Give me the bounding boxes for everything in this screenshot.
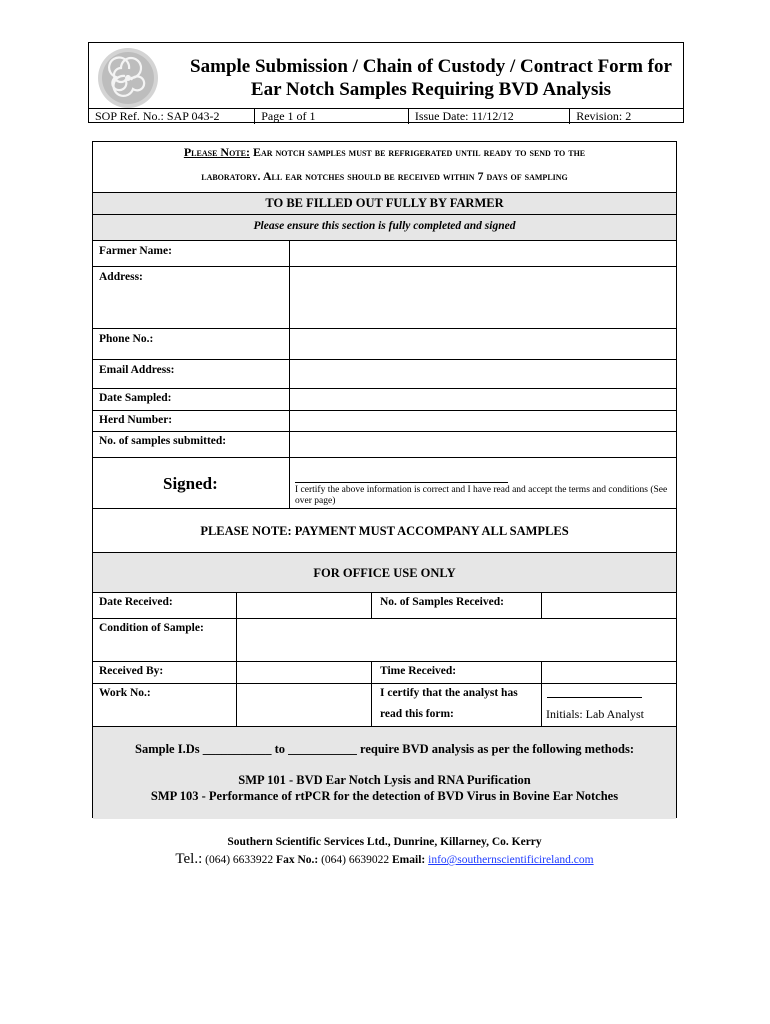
page-number: Page 1 of 1 [255,109,409,124]
method-smp101: SMP 101 - BVD Ear Notch Lysis and RNA Purification [238,773,531,787]
form-title [181,55,681,101]
company-logo [97,47,159,109]
farmer-section-heading [93,192,676,215]
notice-line-1: Ear notch samples must be refrigerated until ready to send to the [252,145,586,159]
address-label: Address: [99,271,143,283]
email-field[interactable] [289,360,676,388]
email-label: Email: [392,854,426,866]
farmer-name-field[interactable] [289,241,676,266]
received-by-row [93,661,676,684]
payment-note: PLEASE NOTE: PAYMENT MUST ACCOMPANY ALL SAMPLES [200,524,569,538]
herd-number-label: Herd Number: [99,414,173,426]
work-no-label: Work No.: [99,687,151,699]
initials-label: Initials: Lab Analyst [546,707,644,721]
sample-ids-line: Sample I.Ds ___________ to ___________ require BVD analysis as per the following methods: [135,742,634,756]
email-label: Email Address: [99,364,175,376]
payment-note-row [93,508,676,553]
email-link[interactable]: info@southernscientificireland.com [428,854,594,866]
herd-number-field[interactable] [289,411,676,431]
date-received-label: Date Received: [99,596,173,608]
address-field[interactable] [289,267,676,328]
condition-field[interactable] [236,619,676,661]
farmer-subheading-text: Please ensure this section is fully completed and signed [253,220,516,232]
farmer-heading-text: TO BE FILLED OUT FULLY BY FARMER [265,196,504,210]
date-sampled-label: Date Sampled: [99,392,172,404]
fax-number: (064) 6639022 [321,854,390,866]
office-divider-3b [541,661,542,726]
methods-section [93,726,676,819]
company-address: Southern Scientific Services Ltd., Dunrine, Killarney, Co. Kerry [227,836,542,848]
farmer-name-row [93,240,676,267]
signed-label: Signed: [163,474,218,493]
analyst-certify-line-1: I certify that the analyst has [380,687,518,699]
farmer-section-subheading [93,214,676,241]
address-row [93,266,676,329]
form-header [88,42,684,123]
condition-row [93,618,676,662]
phone-row [93,328,676,360]
issue-date: Issue Date: 11/12/12 [409,109,570,124]
condition-label: Condition of Sample: [99,622,204,634]
email-row [93,359,676,389]
tel-number: (064) 6633922 [205,854,274,866]
samples-received-field[interactable] [541,593,676,618]
signature-row [93,457,676,509]
samples-submitted-field[interactable] [289,432,676,457]
phone-field[interactable] [289,329,676,359]
certification-statement: I certify the above information is correct and I have read and accept the terms and conditions (See over page) [295,485,668,506]
samples-submitted-row [93,431,676,458]
document-meta [89,108,683,124]
office-divider-3a [541,592,542,618]
form-body [92,141,677,818]
work-no-field[interactable] [236,684,371,726]
phone-label: Phone No.: [99,333,154,345]
time-received-label: Time Received: [380,665,457,677]
notice-label: Please Note: [183,145,250,159]
method-smp103: SMP 103 - Performance of rtPCR for the detection of BVD Virus in Bovine Ear Notches [150,789,619,803]
signature-line[interactable] [295,482,508,483]
time-received-field[interactable] [541,662,676,683]
samples-received-label: No. of Samples Received: [380,596,504,608]
date-sampled-field[interactable] [289,389,676,410]
title-line-1: Sample Submission / Chain of Custody / Contract Form for [190,56,672,77]
herd-number-row [93,410,676,432]
analyst-certify-line-2: read this form: [380,708,454,720]
sop-reference: SOP Ref. No.: SAP 043-2 [89,109,255,124]
date-received-field[interactable] [236,593,371,618]
samples-submitted-label: No. of samples submitted: [99,435,227,447]
received-by-label: Received By: [99,665,164,677]
tel-label: Tel.: [175,851,203,867]
office-divider-2a [371,592,372,618]
date-sampled-row [93,388,676,411]
fax-label: Fax No.: [276,854,319,866]
office-heading-text: FOR OFFICE USE ONLY [313,566,456,580]
notice-line-2: laboratory. All ear notches should be received within 7 days of sampling [201,169,568,183]
title-line-2: Ear Notch Samples Requiring BVD Analysis [250,79,612,100]
work-no-row [93,683,676,727]
refrigeration-notice [93,142,676,192]
office-section-heading [93,552,676,593]
farmer-name-label: Farmer Name: [99,245,172,257]
revision: Revision: 2 [576,109,632,123]
initials-line[interactable] [547,697,642,698]
date-received-row [93,592,676,619]
office-divider-1 [236,592,237,726]
office-divider-2b [371,661,372,726]
received-by-field[interactable] [236,662,371,683]
contact-line [92,851,677,868]
